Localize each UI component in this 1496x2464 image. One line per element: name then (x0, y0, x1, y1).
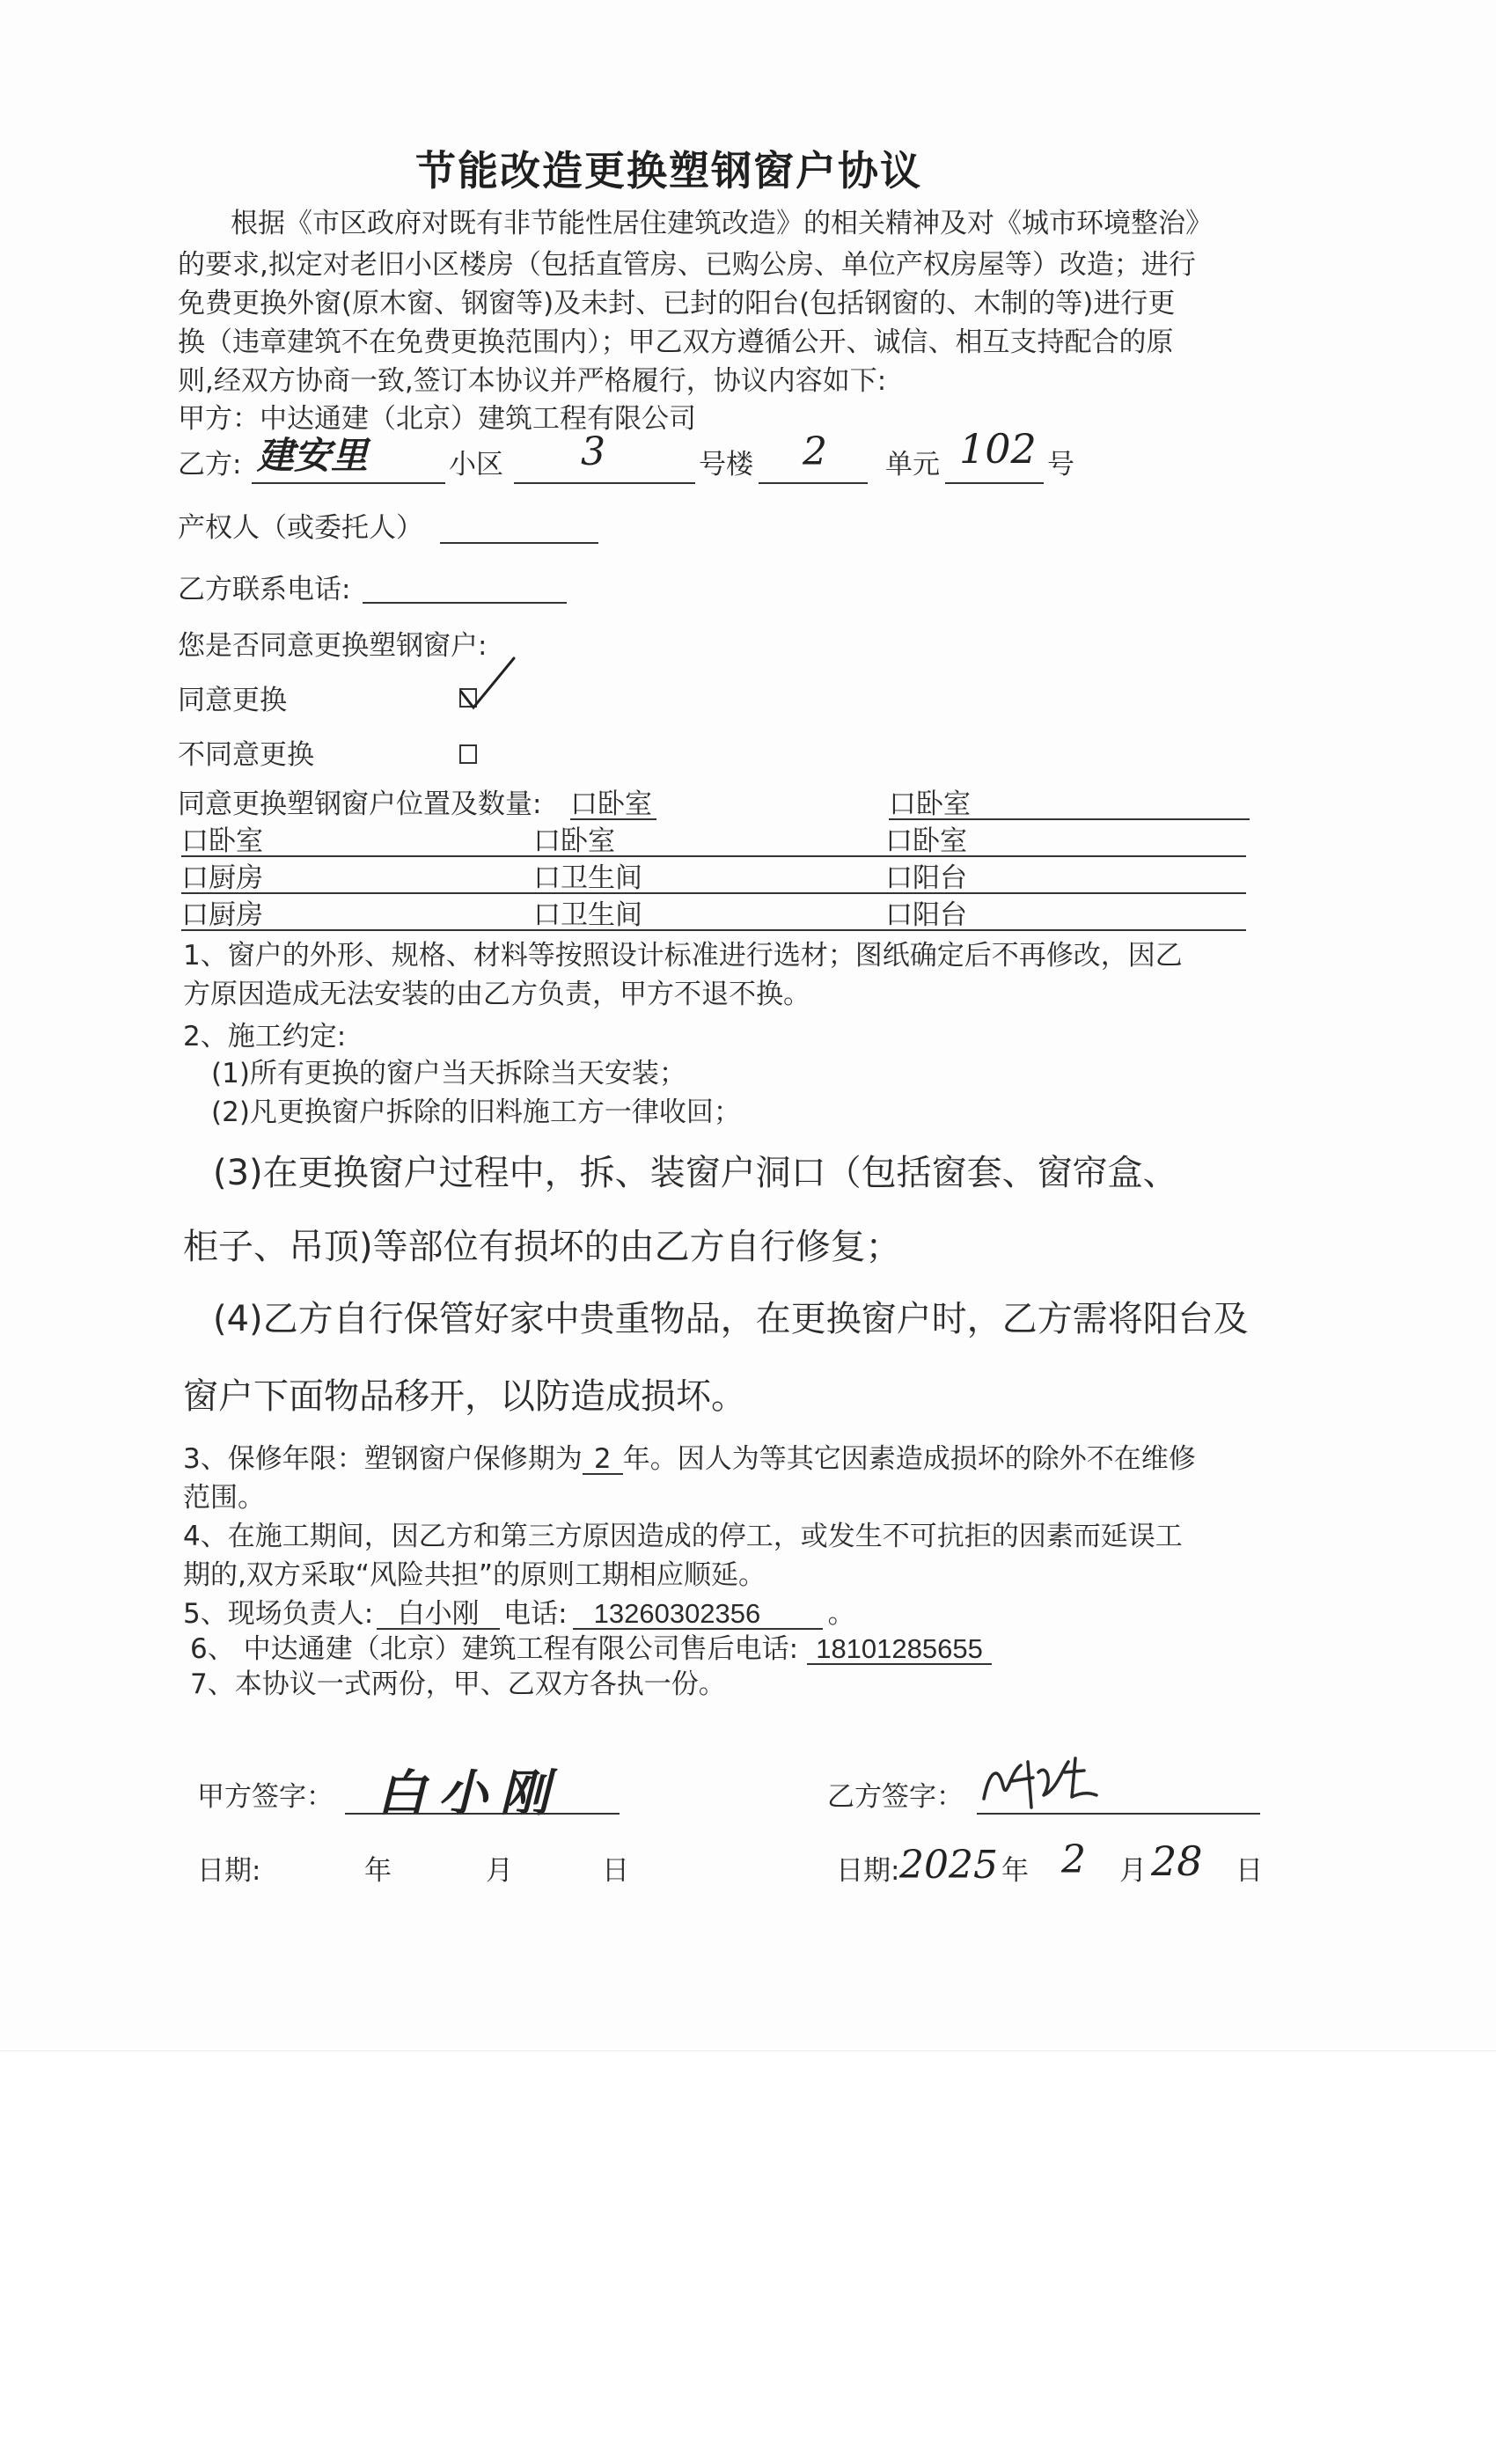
phone-field[interactable] (363, 602, 567, 604)
party-b-signature-icon (977, 1746, 1109, 1816)
room-label: 号 (1047, 449, 1074, 480)
party-a-date-label: 日期: (197, 1855, 261, 1887)
site-manager-phone: 13260302356 (573, 1600, 823, 1630)
clause-4-line-2: 期的,双方采取“风险共担”的原则工期相应顺延。 (183, 1559, 766, 1591)
disagree-checkbox[interactable] (459, 744, 482, 764)
room-option[interactable]: 口卫生间 (533, 899, 642, 931)
document-title: 节能改造更换塑钢窗户协议 (415, 147, 922, 194)
party-a-month-char: 月 (486, 1855, 513, 1887)
row-underline (181, 855, 1246, 857)
party-b-sign-label: 乙方签字： (827, 1781, 964, 1813)
room-option[interactable]: 口卫生间 (533, 862, 642, 894)
party-a-sign-line[interactable] (345, 1813, 620, 1815)
clause-2-3-line-2: 柜子、吊顶)等部位有损坏的由乙方自行修复； (183, 1227, 901, 1267)
clause-2: 2、施工约定: (183, 1021, 347, 1052)
clause-7: 7、本协议一式两份，甲、乙双方各执一份。 (190, 1668, 726, 1700)
row-underline (181, 929, 1246, 931)
clause-2-4-line-2: 窗户下面物品移开，以防造成损坏。 (183, 1376, 746, 1417)
room-option[interactable]: 口卧室 (570, 788, 652, 820)
party-a-day-char: 日 (602, 1855, 629, 1887)
unit-underline (759, 482, 868, 484)
clause-2-2: (2)凡更换窗户拆除的旧料施工方一律收回； (211, 1096, 741, 1128)
party-b-sign-line[interactable] (977, 1813, 1260, 1815)
community-label: 小区 (449, 449, 503, 480)
owner-label: 产权人（或委托人） (178, 512, 423, 544)
room-option[interactable]: 口厨房 (181, 862, 263, 894)
clause-6: 6、 中达通建（北京）建筑工程有限公司售后电话: 18101285655 (190, 1632, 992, 1667)
room-option[interactable]: 口卧室 (181, 825, 263, 857)
owner-field[interactable] (440, 542, 598, 544)
party-b-month: 2 (1061, 1837, 1086, 1882)
room-option[interactable]: 口卧室 (885, 825, 967, 857)
site-manager-name: 白小刚 (377, 1600, 500, 1630)
building-label: 号楼 (699, 449, 753, 480)
clause-2-1: (1)所有更换的窗户当天拆除当天安装； (211, 1058, 686, 1089)
clause-2-4-line-1: (4)乙方自行保管好家中贵重物品，在更换窗户时，乙方需将阳台及 (213, 1299, 1249, 1339)
consent-question: 您是否同意更换塑钢窗户: (178, 630, 488, 662)
intro-line-2: 的要求,拟定对老旧小区楼房（包括直管房、已购公房、单位产权房屋等）改造；进行 (178, 249, 1196, 281)
row-underline (181, 892, 1246, 894)
clause-3-line-1: 3、保修年限：塑钢窗户保修期为 2 年。因人为等其它因素造成损坏的除外不在维修 (183, 1443, 1196, 1475)
intro-line-5: 则,经双方协商一致,签订本协议并严格履行，协议内容如下: (178, 365, 887, 397)
row-underline (570, 818, 656, 820)
party-b-date-label: 日期: (836, 1855, 900, 1887)
intro-line-4: 换（违章建筑不在免费更换范围内）；甲乙双方遵循公开、诚信、相互支持配合的原 (178, 326, 1174, 358)
party-b-day-char: 日 (1236, 1855, 1263, 1887)
party-b-day: 28 (1151, 1837, 1203, 1885)
clause-3-line-2: 范围。 (183, 1482, 265, 1514)
positions-label: 同意更换塑钢窗户位置及数量: (178, 788, 542, 820)
unit-value: 2 (803, 429, 827, 474)
row-underline (889, 818, 1250, 820)
intro-line-3: 免费更换外窗(原木窗、钢窗等)及未封、已封的阳台(包括钢窗的、木制的等)进行更 (178, 288, 1176, 319)
room-option[interactable]: 口阳台 (885, 862, 967, 894)
clause-1-line-1: 1、窗户的外形、规格、材料等按照设计标准进行选材；图纸确定后不再修改，因乙 (183, 940, 1183, 972)
room-value: 102 (959, 425, 1037, 473)
clause-2-3-line-1: (3)在更换窗户过程中，拆、装窗户洞口（包括窗套、窗帘盒、 (213, 1153, 1178, 1193)
room-option[interactable]: 口卧室 (889, 788, 971, 820)
clause-4-line-1: 4、在施工期间，因乙方和第三方原因造成的停工，或发生不可抗拒的因素而延误工 (183, 1521, 1183, 1552)
room-option[interactable]: 口阳台 (885, 899, 967, 931)
room-option[interactable]: 口卧室 (533, 825, 615, 857)
room-option[interactable]: 口厨房 (181, 899, 263, 931)
warranty-years: 2 (583, 1445, 623, 1475)
party-b-label: 乙方: (178, 449, 242, 480)
building-underline (514, 482, 695, 484)
party-b-year-char: 年 (1001, 1855, 1029, 1887)
party-a-year-char: 年 (364, 1855, 392, 1887)
unit-label: 单元 (885, 449, 940, 480)
intro-line-1: 根据《市区政府对既有非节能性居住建筑改造》的相关精神及对《城市环境整治》 (231, 208, 1213, 239)
party-a-sign-label: 甲方签字： (197, 1781, 334, 1813)
community-underline (252, 482, 445, 484)
clause-1-line-2: 方原因造成无法安装的由乙方负责，甲方不退不换。 (183, 979, 810, 1010)
disagree-label: 不同意更换 (178, 739, 314, 771)
after-sales-phone: 18101285655 (807, 1635, 992, 1665)
party-b-community-value: 建安里 (257, 434, 369, 477)
party-a-signature: 白小刚 (377, 1764, 561, 1822)
party-b-month-char: 月 (1119, 1855, 1147, 1887)
party-a: 甲方：中达通建（北京）建筑工程有限公司 (178, 403, 696, 435)
phone-label: 乙方联系电话: (178, 574, 351, 605)
party-b-year: 2025 (899, 1843, 998, 1888)
building-value: 3 (581, 429, 605, 474)
checkmark-icon (456, 653, 517, 715)
agree-label: 同意更换 (178, 685, 287, 716)
room-underline (945, 482, 1044, 484)
clause-5: 5、现场负责人: 白小刚 电话: 13260302356 。 (183, 1598, 855, 1630)
